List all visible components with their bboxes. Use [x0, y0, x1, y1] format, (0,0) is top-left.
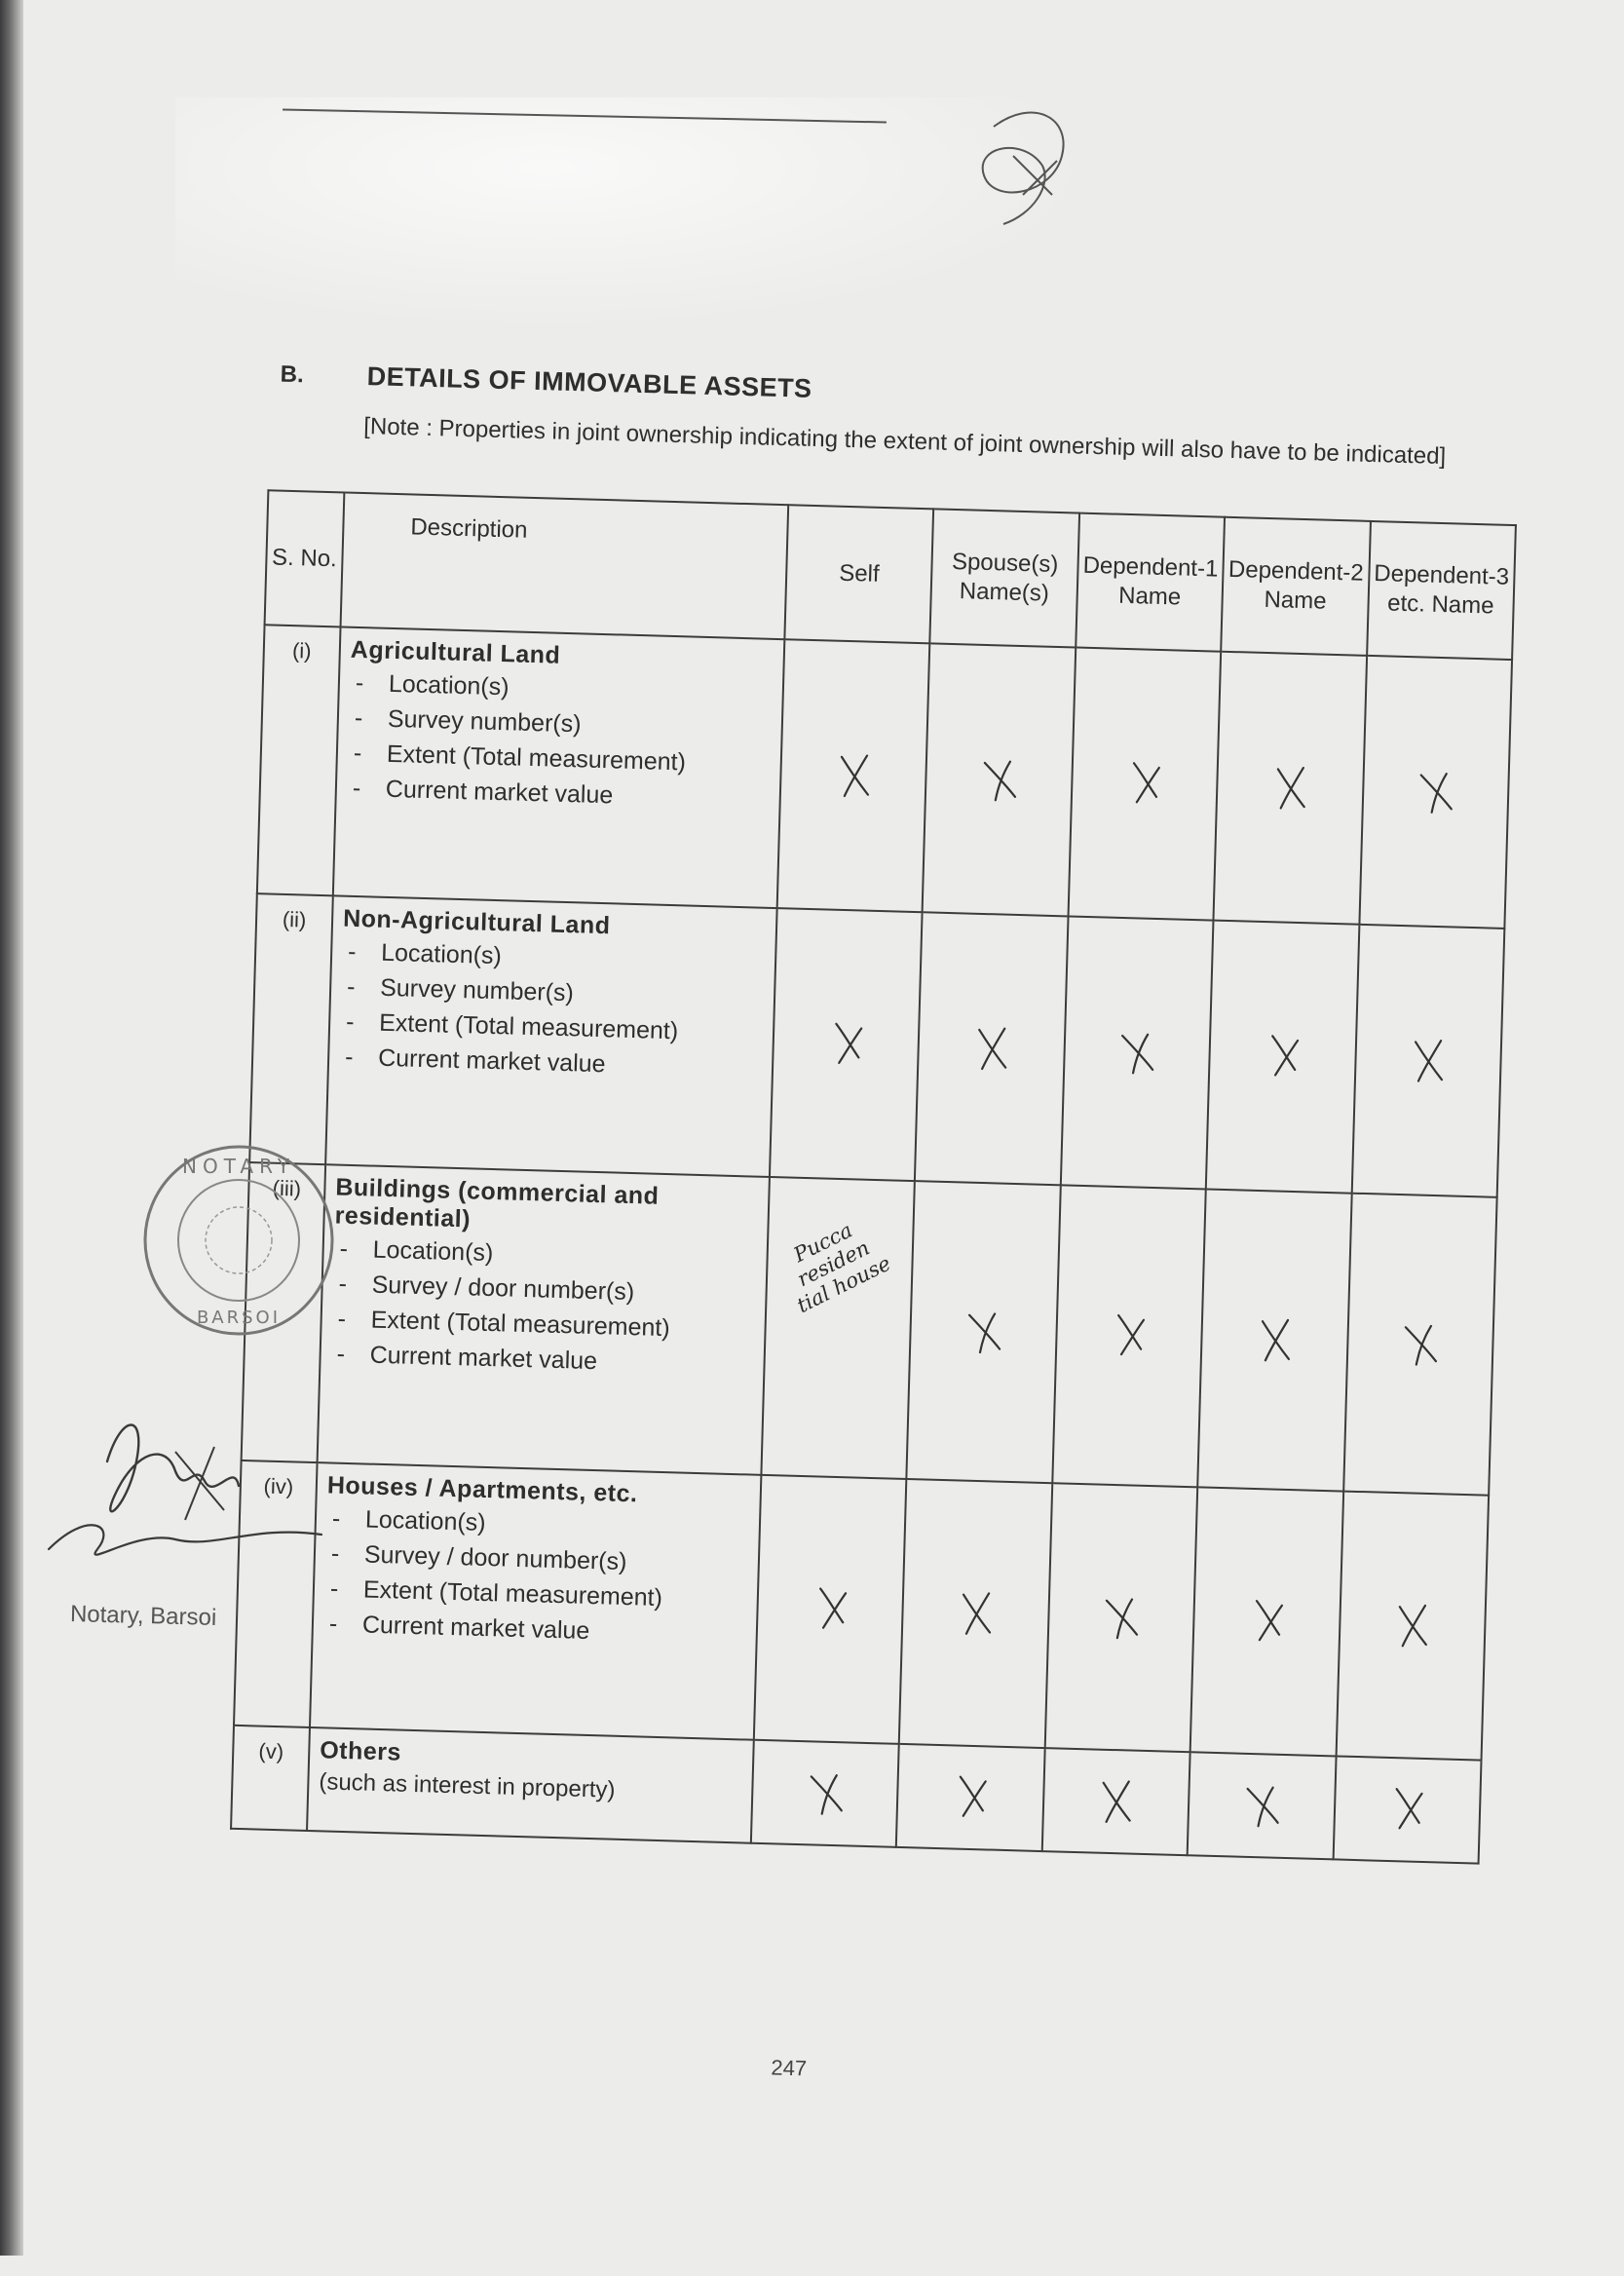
mark-cell [1197, 1189, 1351, 1491]
cross-mark-icon [961, 1305, 1006, 1354]
detail-list [323, 1503, 754, 1650]
row-title: Houses / Apartments, etc. [326, 1471, 638, 1508]
cross-mark-icon [1384, 1782, 1430, 1832]
detail-item: - Current market value [330, 1339, 758, 1381]
cross-mark-icon [1405, 1034, 1451, 1083]
cross-mark-icon [1121, 756, 1167, 806]
cross-mark-icon [948, 1770, 994, 1820]
mark-cell [915, 912, 1068, 1185]
mark-cell [1214, 652, 1367, 925]
mark-cell [777, 639, 930, 912]
header-self: Self [784, 505, 933, 643]
cross-mark-icon [823, 1017, 869, 1067]
row-description [307, 1727, 754, 1843]
mark-cell [751, 1740, 899, 1847]
cross-mark-icon [953, 1586, 999, 1636]
mark-cell [1042, 1748, 1190, 1855]
svg-text:NOTARY: NOTARY [182, 1155, 295, 1178]
cross-mark-icon [1106, 1309, 1152, 1358]
cross-mark-icon [802, 1766, 848, 1816]
mark-cell [899, 1479, 1052, 1748]
detail-item: - Current market value [346, 774, 774, 816]
cross-mark-icon [831, 748, 877, 798]
cross-mark-icon [968, 1021, 1014, 1071]
cross-mark-icon [1397, 1317, 1443, 1367]
mark-cell [1351, 925, 1504, 1197]
row-sno: (v) [231, 1726, 310, 1831]
section-letter: B. [280, 360, 305, 389]
mark-cell [1206, 921, 1359, 1194]
cross-mark-icon [1098, 1590, 1144, 1640]
svg-text:BARSOI: BARSOI [196, 1308, 282, 1328]
row-title: Others [319, 1736, 402, 1766]
mark-cell [754, 1475, 907, 1744]
section-title: DETAILS OF IMMOVABLE ASSETS [366, 361, 812, 403]
notary-stamp [136, 1138, 341, 1343]
notary-signature [29, 1403, 341, 1569]
row-title: Agricultural Land [350, 635, 561, 669]
mark-cell [1052, 1185, 1206, 1487]
detail-item: - Location(s) [349, 668, 776, 710]
header-spouse: Spouse(s) Name(s) [930, 509, 1079, 647]
mark-cell [1188, 1752, 1336, 1859]
row-title: Non-Agricultural Land [342, 904, 611, 940]
mark-cell [1061, 916, 1214, 1189]
table-row [242, 1162, 1497, 1496]
row-sno: (i) [257, 625, 341, 895]
row-description [325, 895, 777, 1177]
detail-list [339, 937, 770, 1084]
cross-mark-icon [1252, 1312, 1298, 1362]
handwritten-note: Pucca residen tial house [789, 1218, 895, 1318]
page-number: 247 [771, 2055, 808, 2081]
row-description [333, 626, 785, 908]
header-description: Description [341, 493, 789, 640]
immovable-assets-table [230, 489, 1517, 1864]
mark-cell [923, 643, 1076, 916]
mark-cell [1336, 1492, 1489, 1761]
mark-cell [896, 1744, 1044, 1851]
table-row [257, 625, 1512, 929]
mark-cell [1190, 1487, 1343, 1756]
header-dependent-2: Dependent-2 Name [1221, 517, 1370, 656]
cross-mark-icon [1413, 765, 1458, 815]
detail-list [330, 1234, 761, 1382]
section-note: [Note : Properties in joint ownership indicating the extent of joint ownership will also have to be indicated] [362, 413, 1447, 471]
row-subtitle: (such as interest in property) [319, 1768, 616, 1803]
detail-item: - Survey / door number(s) [332, 1270, 760, 1311]
detail-item: - Location(s) [333, 1234, 761, 1276]
detail-item: - Extent (Total measurement) [340, 1007, 768, 1049]
table-row [234, 1460, 1489, 1761]
header-dependent-1: Dependent-1 Name [1076, 513, 1225, 652]
detail-item: - Survey number(s) [348, 703, 775, 745]
detail-item: - Extent (Total measurement) [347, 739, 774, 780]
detail-item: - Survey / door number(s) [325, 1538, 753, 1580]
row-sno: (iii) [242, 1162, 326, 1462]
row-description [310, 1462, 761, 1740]
detail-item: - Extent (Total measurement) [331, 1304, 759, 1346]
notary-label: Notary, Barsoi [69, 1601, 217, 1631]
header-dependent-3: Dependent-3 etc. Name [1367, 521, 1516, 660]
cross-mark-icon [1238, 1778, 1284, 1828]
mark-cell [1343, 1194, 1497, 1496]
header-sno: S. No. [265, 490, 345, 626]
cross-mark-icon [808, 1582, 853, 1632]
mark-cell [1068, 648, 1221, 921]
row-sno: (ii) [249, 893, 333, 1164]
cross-mark-icon [1244, 1594, 1290, 1644]
detail-item: - Survey number(s) [341, 972, 769, 1014]
detail-list [346, 668, 776, 816]
detail-item: - Current market value [323, 1609, 751, 1650]
mark-cell [1044, 1483, 1197, 1752]
detail-item: - Extent (Total measurement) [324, 1574, 752, 1615]
cross-mark-icon [976, 752, 1022, 802]
row-title: Buildings (commercial and residential) [334, 1173, 660, 1233]
table-row [249, 893, 1504, 1197]
detail-item: - Location(s) [342, 937, 770, 979]
self-handwritten-cell [761, 1177, 915, 1479]
cross-mark-icon [1114, 1025, 1159, 1075]
cross-mark-icon [1260, 1029, 1305, 1079]
mark-cell [770, 908, 923, 1181]
cross-mark-icon [1389, 1598, 1435, 1648]
detail-item: - Location(s) [326, 1503, 754, 1545]
mark-cell [907, 1181, 1061, 1483]
row-sno: (iv) [234, 1460, 318, 1727]
cross-mark-icon [1093, 1774, 1139, 1824]
row-description [318, 1164, 770, 1475]
mark-cell [1359, 656, 1512, 929]
detail-item: - Current market value [339, 1043, 767, 1084]
mark-cell [1333, 1756, 1481, 1863]
cross-mark-icon [1267, 761, 1313, 811]
